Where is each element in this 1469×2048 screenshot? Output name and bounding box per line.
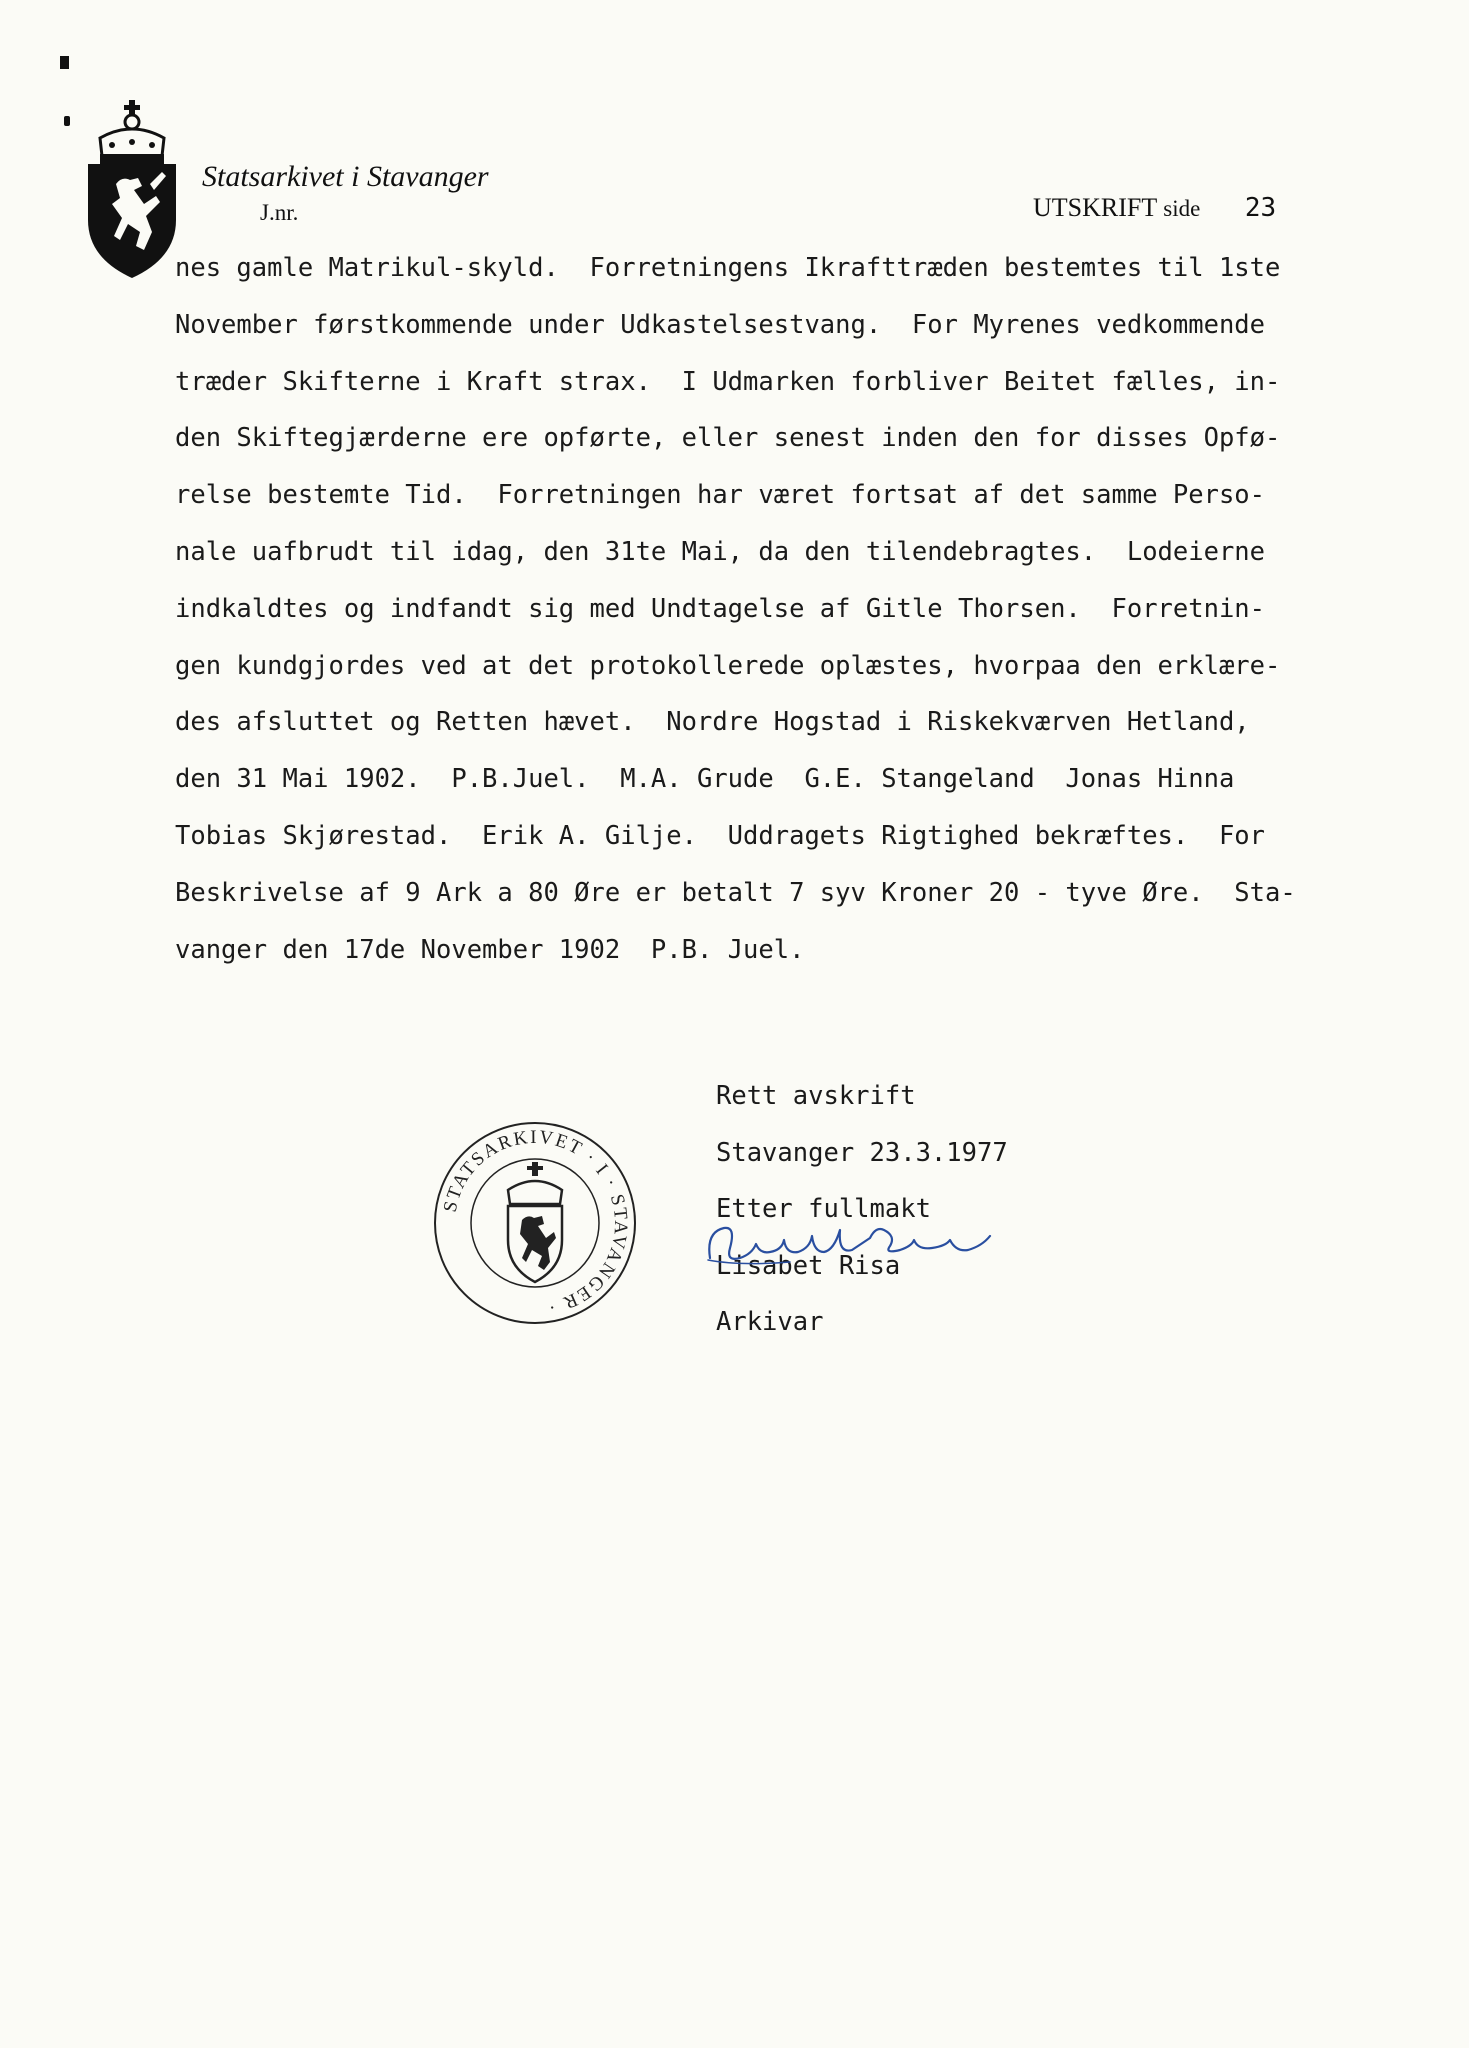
body-line: Tobias Skjørestad. Erik A. Gilje. Uddragets Rigtighed bekræftes. For <box>175 820 1266 851</box>
scan-mark <box>64 116 70 126</box>
page-header-right <box>1033 193 1276 223</box>
certification-title: Rett avskrift <box>716 1081 916 1111</box>
certification-role: Arkivar <box>716 1307 824 1337</box>
certification-block <box>716 1068 1008 1351</box>
body-line: gen kundgjordes ved at det protokollerede oplæstes, hvorpaa den erklære- <box>175 650 1281 681</box>
document-body <box>175 240 1405 978</box>
body-line: November førstkommende under Udkastelsestvang. For Myrenes vedkommende <box>175 309 1266 340</box>
side-label: side <box>1163 196 1201 221</box>
body-line: relse bestemte Tid. Forretningen har været fortsat af det samme Perso- <box>175 480 1266 511</box>
body-line: træder Skifterne i Kraft strax. I Udmarken forbliver Beitet fælles, in- <box>175 366 1281 397</box>
scan-mark <box>60 56 69 69</box>
journal-number-label: J.nr. <box>260 200 299 225</box>
body-line: den Skiftegjærderne ere opførte, eller senest inden den for disses Opfø- <box>175 423 1281 454</box>
coat-of-arms-icon <box>82 100 182 280</box>
body-line: des afsluttet og Retten hævet. Nordre Hogstad i Riskekværven Hetland, <box>175 707 1250 738</box>
body-line: vanger den 17de November 1902 P.B. Juel. <box>175 934 805 965</box>
certification-authority: Etter fullmakt <box>716 1194 931 1224</box>
body-line: nale uafbrudt til idag, den 31te Mai, da den tilendebragtes. Lodeierne <box>175 536 1266 567</box>
institution-name: Statsarkivet i Stavanger <box>202 160 489 193</box>
certification-name: Lisabet Risa <box>716 1250 901 1281</box>
archive-seal-stamp <box>432 1120 638 1326</box>
certification-place-date: Stavanger 23.3.1977 <box>716 1137 1008 1168</box>
body-line: Beskrivelse af 9 Ark a 80 Øre er betalt 7 syv Kroner 20 - tyve Øre. Sta- <box>175 877 1296 908</box>
body-line: den 31 Mai 1902. P.B.Juel. M.A. Grude G.E. Stangeland Jonas Hinna <box>175 764 1235 795</box>
handwritten-signature <box>700 1218 1000 1278</box>
page-number: 23 <box>1244 193 1277 223</box>
utskrift-label: UTSKRIFT <box>1033 193 1157 222</box>
body-line: indkaldtes og indfandt sig med Undtagelse af Gitle Thorsen. Forretnin- <box>175 593 1266 624</box>
svg-text:STATSARKIVET · I · STAVANGER ·: STATSARKIVET · I · STAVANGER · <box>439 1126 632 1319</box>
body-line: nes gamle Matrikul-skyld. Forretningens Ikrafttræden bestemtes til 1ste <box>175 253 1281 283</box>
